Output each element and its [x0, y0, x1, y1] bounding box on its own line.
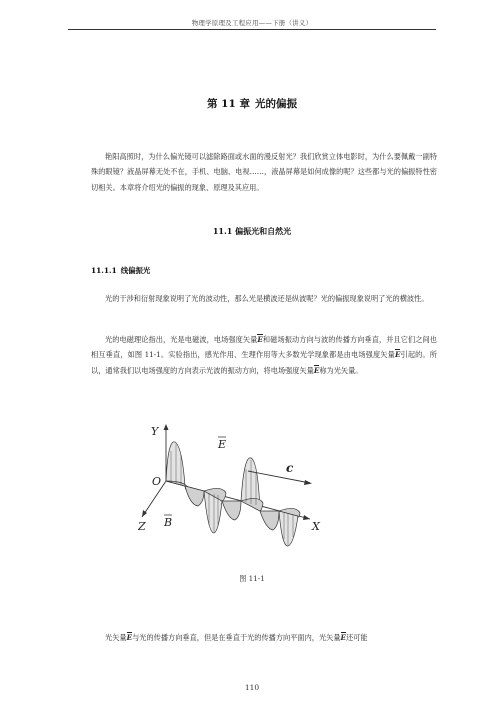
- b-field-lobe: [222, 501, 241, 520]
- intro-paragraph: 艳阳高照时，为什么偏光镜可以滤除路面或水面的漫反射光？我们欣赏立体电影时，为什么要佩戴一副特殊的眼镜？液晶屏幕无处不在，手机、电脑、电视……，液晶屏幕是如何成像的呢？这些都与光的偏振特性密切相关。本章将介绍光的偏振的现象、原理及其应用。: [91, 152, 437, 192]
- vector-e: E: [126, 633, 133, 642]
- c-vector-label: c: [286, 461, 294, 475]
- vector-e: E: [340, 633, 346, 642]
- page-number: 110: [244, 683, 260, 692]
- subsection-title: [91, 265, 150, 276]
- em-text-4: 称为光矢量。: [319, 365, 363, 375]
- subsection-number: 11.1.1: [91, 266, 117, 275]
- running-header: 物理学原理及工程应用——下册（讲义）: [191, 19, 313, 27]
- origin-label: O: [152, 475, 162, 488]
- em-text-1: 光的电磁理论指出，光是电磁波，电场强度矢量: [105, 335, 258, 344]
- lv-text-1: 光矢量: [105, 633, 127, 642]
- e-field-lobe: [166, 442, 185, 486]
- lv-text-2: 与光的传播方向垂直，但是在垂直于光的传播方向平面内，光矢量: [132, 633, 341, 642]
- e-vector-label: E: [218, 438, 227, 451]
- b-field-lobe: [185, 486, 204, 506]
- y-axis-label: Y: [151, 425, 159, 438]
- section-title: 11.1 偏振光和自然光: [212, 226, 292, 236]
- chapter-number: 第 11 章: [207, 98, 250, 110]
- em-text-2: 和磁场振动方向与波的传播方向垂直，并且它们之间也相互垂直，如图 11-1。实验指出，感光作用、生理作用等大多数光学现象都是由电场强度矢量: [91, 335, 437, 360]
- paragraph-em-theory: [91, 332, 437, 378]
- vector-e: E: [313, 365, 320, 375]
- b-field-lobe: [241, 498, 263, 511]
- y-axis-arrow: [164, 424, 169, 430]
- z-axis-label: Z: [138, 520, 146, 533]
- figure-caption: 图 11-1: [239, 574, 265, 583]
- e-field-lobe: [279, 511, 298, 546]
- em-wave-figure: [138, 413, 338, 548]
- lv-text-3: 还可能: [346, 633, 368, 642]
- b-vector-label: B: [164, 516, 173, 529]
- em-text-3: 引起的。所以，通常我们以电场强度的方向表示光波的振动方向，将电场强度矢量: [91, 350, 437, 375]
- subsection-name: 线偏振光: [120, 266, 151, 275]
- chapter-name: 光的偏振: [254, 98, 297, 110]
- chapter-title: [0, 96, 504, 111]
- b-field-lobe: [260, 511, 279, 530]
- vector-e: E: [257, 335, 263, 344]
- header-rule: [68, 29, 436, 30]
- x-axis-arrow: [303, 515, 310, 520]
- paragraph-light-vector: [91, 630, 437, 645]
- vector-e: E: [394, 350, 401, 360]
- paragraph-wave-nature: 光的干涉和衍射现象说明了光的波动性，那么光是横波还是纵波呢？光的偏振现象说明了光的横波性。: [105, 294, 429, 303]
- x-axis-label: X: [312, 520, 320, 533]
- propagation-arrowhead: [304, 480, 312, 485]
